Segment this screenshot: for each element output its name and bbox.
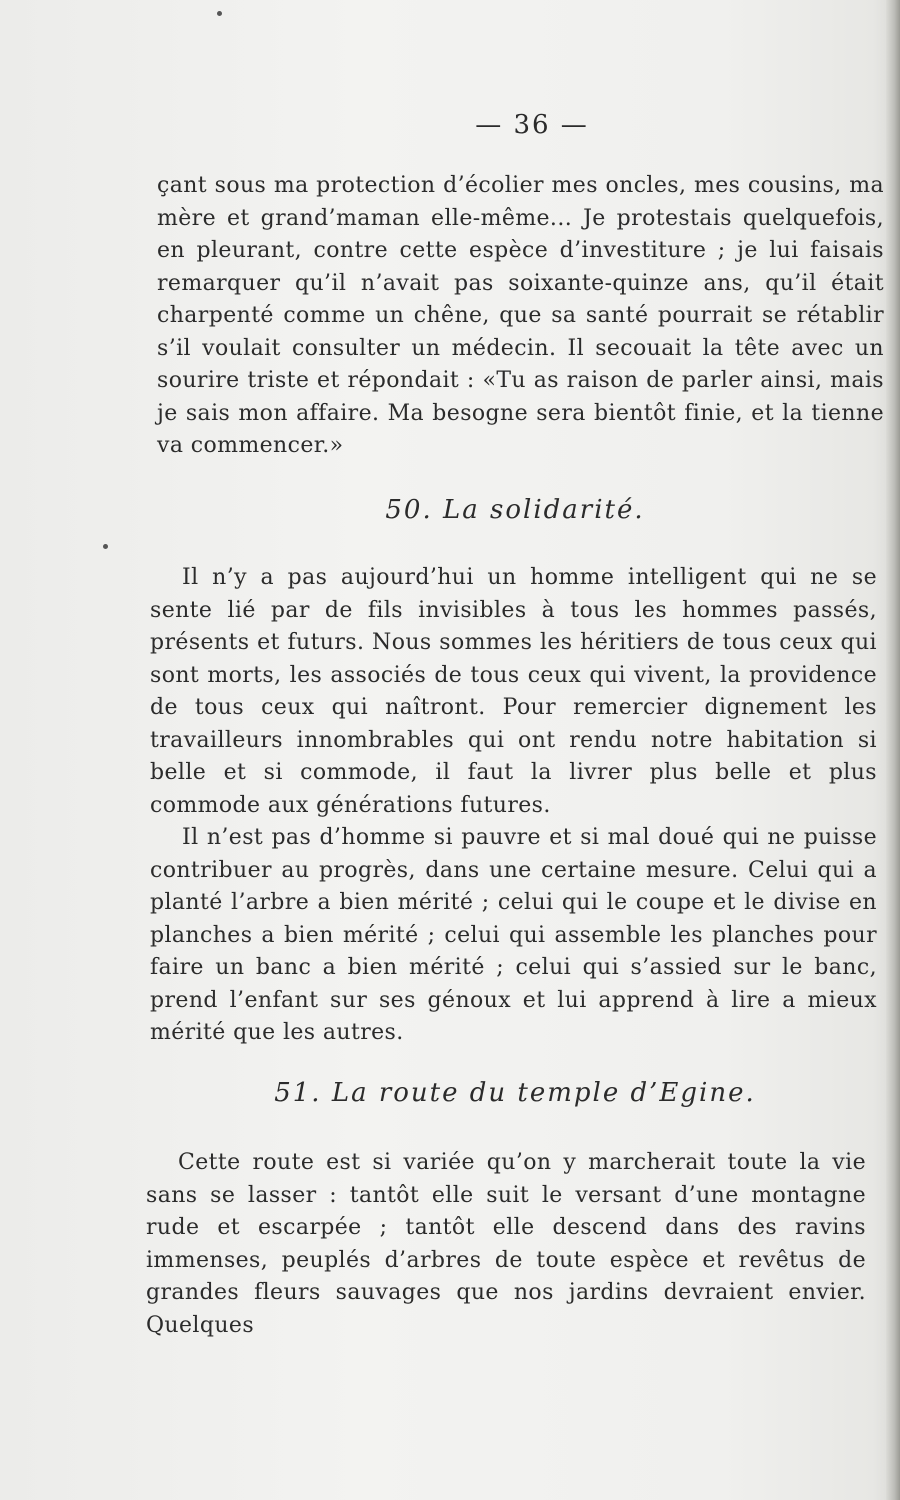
paragraph: çant sous ma protection d’écolier mes oncles, mes cousins, ma mère et grand’maman elle-même... Je protestais quelquefois, en pleurant, contre cette espèce d’investiture ; je lui faisais remarquer qu’il n’avait pas soixante-quinze ans, qu’il était charpenté comme un chêne, que sa santé pourrait se rétablir s’il voulait consulter un médecin. Il secouait la tête avec un sourire triste et répondait : «Tu as raison de parler ainsi, mais je sais mon affaire. Ma besogne sera bientôt finie, et la tienne va commencer.» <box>157 173 884 458</box>
print-speck <box>217 11 222 16</box>
section-51-text <box>146 1147 866 1342</box>
intro-text <box>157 170 884 463</box>
page-number: — 36 — <box>475 110 589 140</box>
section-heading-51: 51. La route du temple d’Egine. <box>274 1078 756 1108</box>
section-50-text <box>150 562 877 1050</box>
print-speck <box>103 544 108 549</box>
paragraph: Il n’y a pas aujourd’hui un homme intelligent qui ne se sente lié par de fils invisibles à tous les hommes passés, présents et futurs. Nous sommes les héritiers de tous ceux qui sont morts, les associés de tous ceux qui vivent, la providence de tous ceux qui naîtront. Pour remercier dignement les travailleurs innombrables qui ont rendu notre habitation si belle et si commode, il faut la livrer plus belle et plus commode aux générations futures. <box>150 565 877 818</box>
paragraph: Cette route est si variée qu’on y marcherait toute la vie sans se lasser : tantôt elle suit le versant d’une montagne rude et escarpée ; tantôt elle descend dans des ravins immenses, peuplés d’arbres de toute espèce et revêtus de grandes fleurs sauvages que nos jardins devraient envier. Quelques <box>146 1150 866 1338</box>
paragraph: Il n’est pas d’homme si pauvre et si mal doué qui ne puisse contribuer au progrès, dans une certaine mesure. Celui qui a planté l’arbre a bien mérité ; celui qui le coupe et le divise en planches a bien mérité ; celui qui assemble les planches pour faire un banc a bien mérité ; celui qui s’assied sur le banc, prend l’enfant sur ses génoux et lui apprend à lire a mieux mérité que les autres. <box>150 825 877 1045</box>
page-binding-edge <box>886 0 900 1500</box>
section-heading-50: 50. La solidarité. <box>385 495 645 525</box>
